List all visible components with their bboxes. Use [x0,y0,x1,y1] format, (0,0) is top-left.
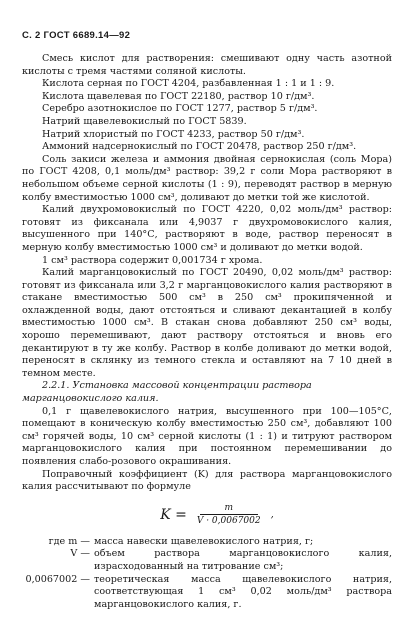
var-symbol: 0,0067002 — [25,573,90,585]
formula-numerator: m [224,503,233,514]
reagent-sodium-oxalate: Натрий щавелевокислый по ГОСТ 5839. [42,115,247,127]
var-definition: объем раствора марганцовокислого калия, израсходованный на титрование см³; [94,548,392,572]
formula [160,503,274,526]
reagent-sodium-chloride: Натрий хлористый по ГОСТ 4233, раствор 50 г/дм³. [42,128,305,140]
reagent-oxalic-acid: Кислота щавелевая по ГОСТ 22180, раствор 10 г/дм³. [42,90,315,102]
var-symbol: где m — [48,535,90,547]
formula-trail: , [270,509,274,521]
reagent-sulfuric-acid: Кислота серная по ГОСТ 4204, разбавленная 1 : 1 и 1 : 9. [42,78,335,90]
reagent-ammonium-persulfate: Аммоний надсернокислый по ГОСТ 20478, раствор 250 г/дм³. [42,141,357,153]
var-definition: теоретическая масса щавелевокислого натрия, соответствующая 1 см³ 0,02 моль/дм³ раствора марганцовокислого калия, г. [94,573,392,610]
reagent-potassium-dichromate: Калий двухромовокислый по ГОСТ 4220, 0,02 моль/дм³ раствор: готовят из фиксанала или 4,9037 г двухромовокислого калия, высушенного при 140°С, растворяют в воде, раствор переносят в мерную колбу вместимостью 1000 см³ и доливают до метки водой. [22,204,392,253]
reagent-silver-nitrate: Серебро азотнокислое по ГОСТ 1277, раствор 5 г/дм³. [42,103,318,115]
var-definition: масса навески щавелевокислого натрия, г; [94,535,314,547]
variable-definitions [22,536,392,612]
formula-fraction [193,503,265,526]
paragraph-titration: 0,1 г щавелевокислого натрия, высушенного при 100—105°С, помещают в коническую колбу вместимостью 250 см³, добавляют 100 см³ горячей воды, 10 см³ серной кислоты (1 : 1) и титруют раствором марганцовокислого калия при постоянном перемешивании до появления слабо-розового окрашивания. [22,405,392,467]
var-symbol: V — [70,548,90,560]
formula-lhs: K = [160,506,187,523]
formula-block [42,498,392,532]
page-header: С. 2 ГОСТ 6689.14—92 [22,30,131,41]
paragraph-coefficient: Поправочный коэффициент (K) для раствора марганцовокислого калия рассчитывают по формуле [22,468,392,493]
reagent-potassium-permanganate: Калий марганцовокислый по ГОСТ 20490, 0,02 моль/дм³ раствор: готовят из фиксанала или 3,2 г марганцовокислого калия растворяют в стакане вместимостью 500 см³ в 250 см³ прокипяченной и охлажденной воды, дают отстояться и сливают декантацией в колбу вместимостью 1000 см³. В стакан снова добавляют 250 см³ воды, хорошо перемешивают, дают раствору отстояться и вновь его декантируют в ту же колбу. Раствор в колбе доливают до метки водой, переносят в склянку из темного стекла и оставляют на 7 10 дней в темном месте. [22,267,392,379]
fraction-bar [200,514,258,515]
formula-denominator: V · 0,0067002 [196,516,261,527]
dichromate-chromium-content: 1 см³ раствора содержит 0,001734 г хрома. [42,254,263,266]
paragraph-acid-mixture: Смесь кислот для растворения: смешивают одну часть азотной кислоты с тремя частями соляной кислоты. [22,53,392,77]
reagent-mohr-salt: Соль закиси железа и аммония двойная сернокислая (соль Мора) по ГОСТ 4208, 0,1 моль/дм³ раствор: 39,2 г соли Мора растворяют в небольшом объеме серной кислоты (1 : 9), переводят раствор в мерную колбу вместимостью 1000 см³, доливают до метки той же кислотой. [22,153,392,203]
section-title: 2.2.1. Установка массовой концентрации раствора марганцовокислого калия. [22,380,312,405]
